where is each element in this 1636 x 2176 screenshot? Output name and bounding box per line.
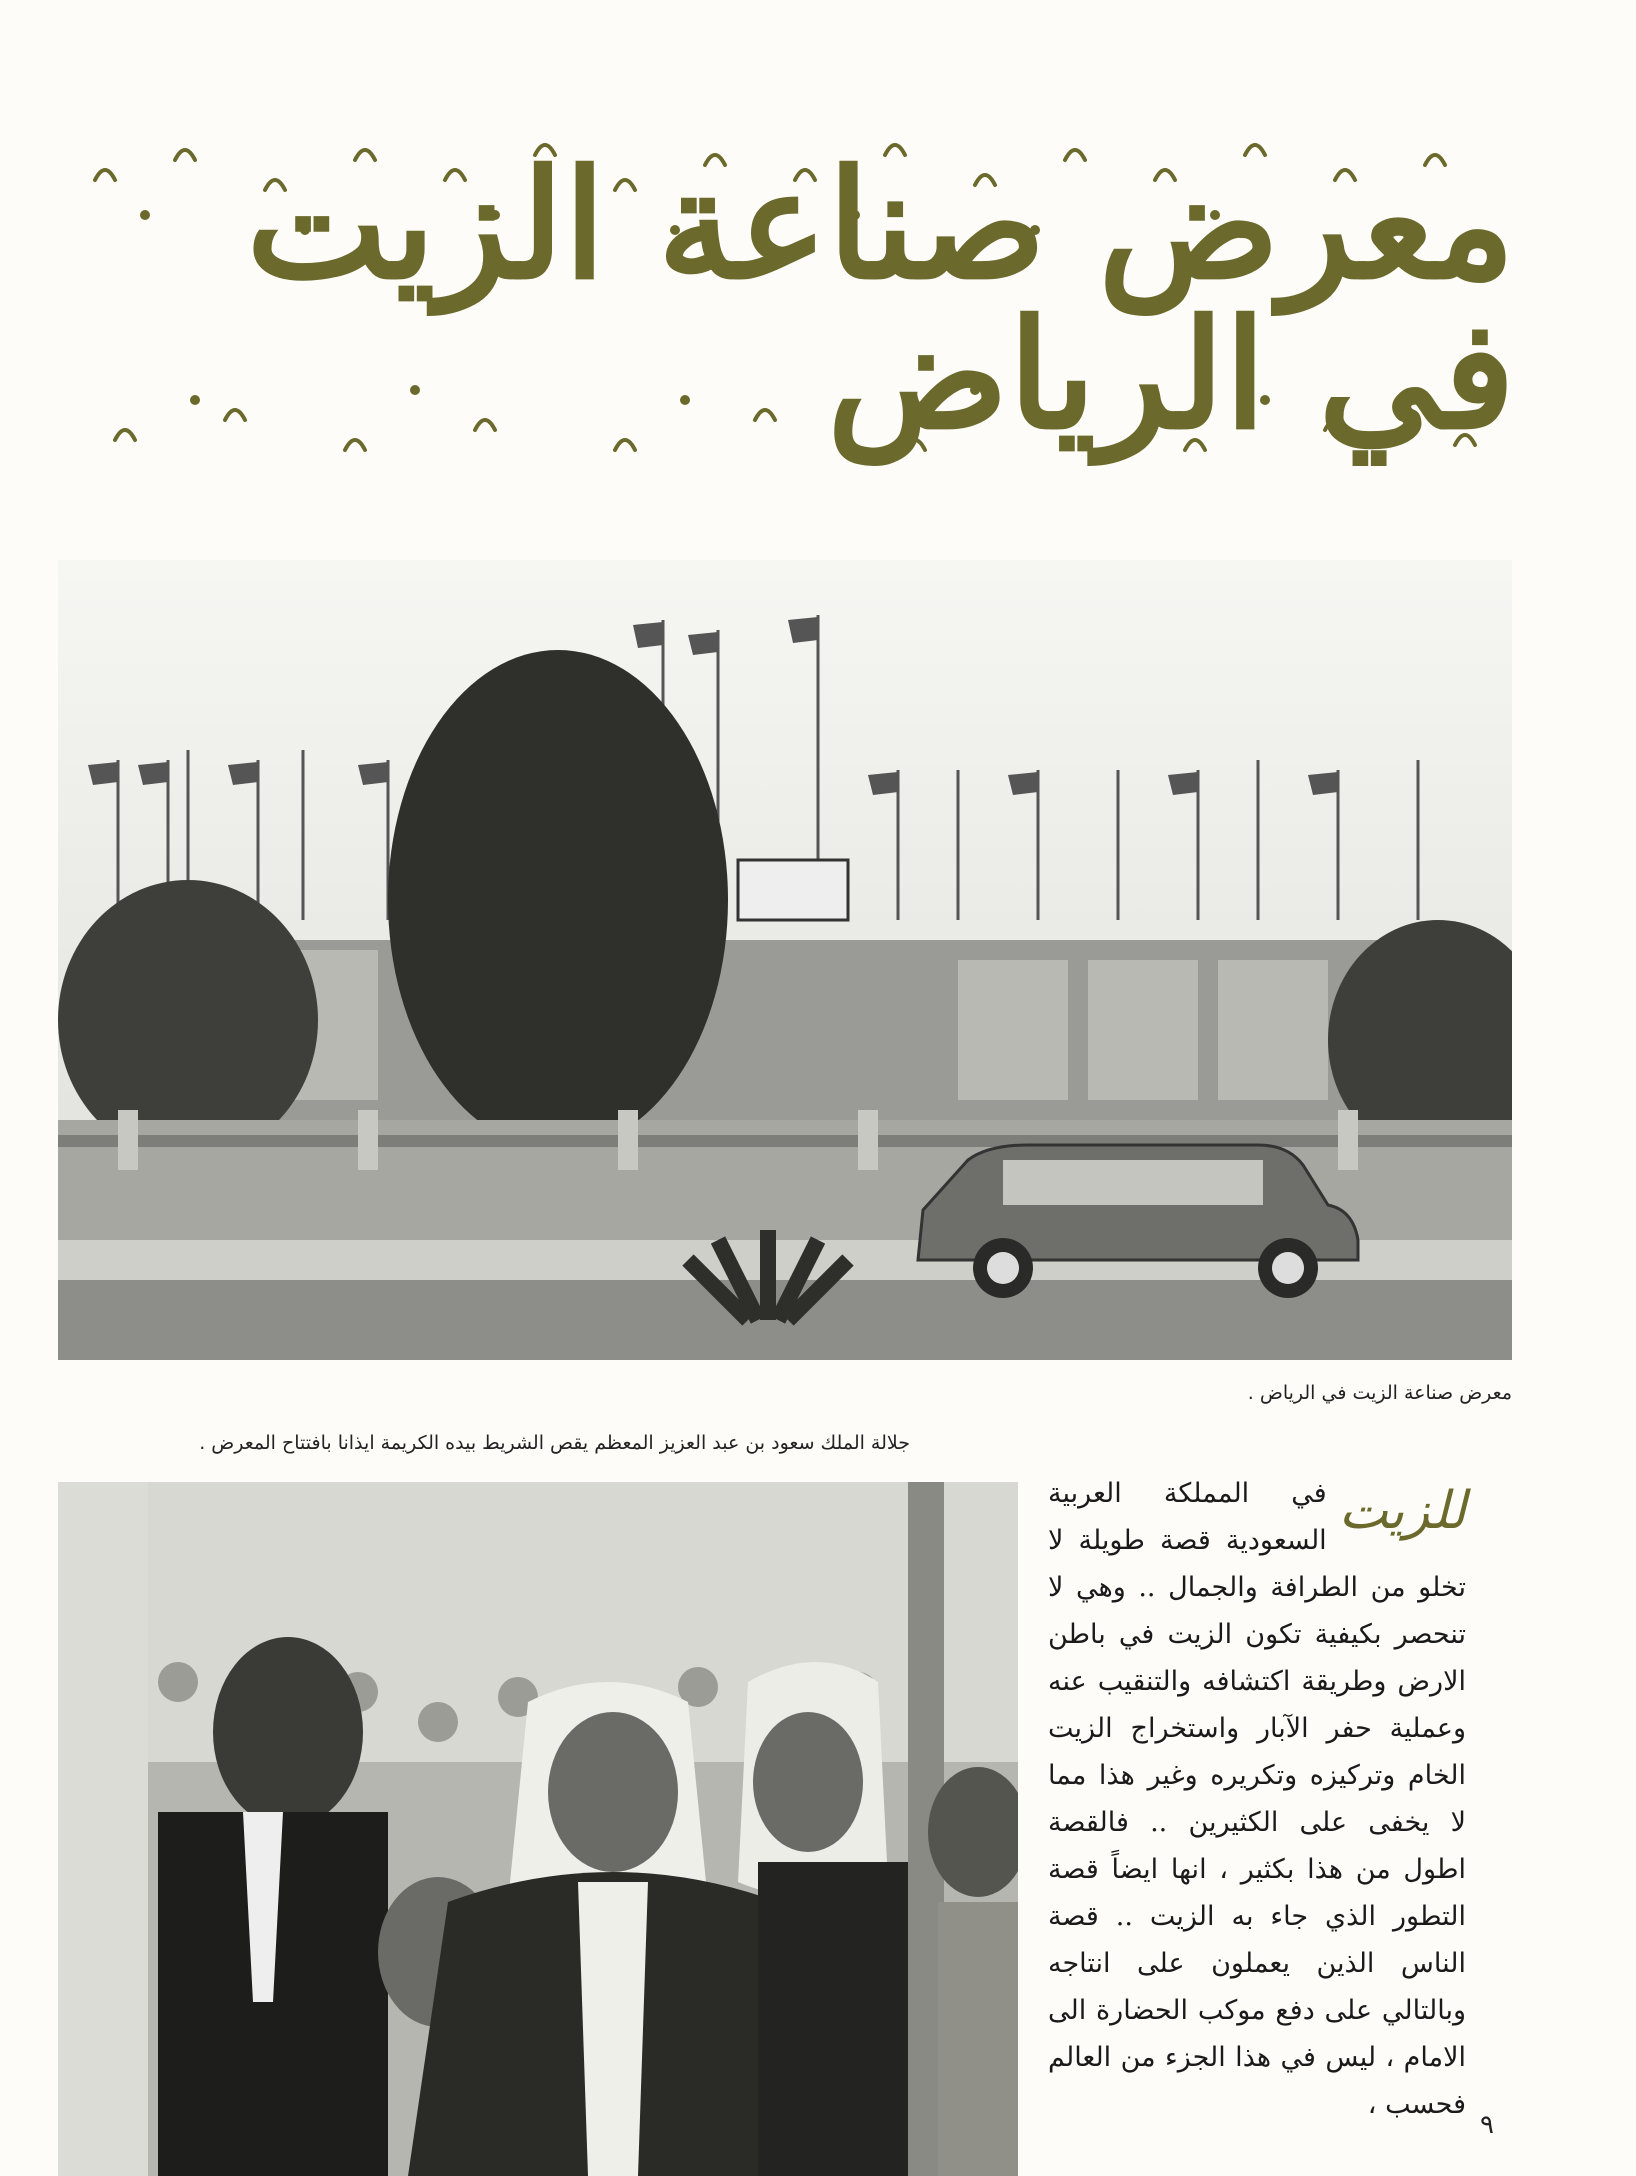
exhibition-photo xyxy=(58,560,1512,1360)
page-title-text: معرض صناعة الزيت في الرياض xyxy=(246,137,1515,463)
article-lead-word: للزيت xyxy=(1338,1481,1466,1541)
ribbon-cutting-photo xyxy=(58,1482,1018,2176)
article-text: في المملكة العربية السعودية قصة طويلة لا تخلو من الطرافة والجمال .. وهي لا تنحصر بكيفية تكون الزيت في باطن الارض وطريقة اكتشافه والتنقيب عنه وعملية حفر الآبار واستخراج الزيت الخام وتركيزه وتكريره وغير هذا مما لا يخفى على الكثيرين .. فالقصة اطول من هذا بكثير ، انها ايضاً قصة التطور الذي جاء به الزيت .. قصة الناس الذين يعملون على انتاجه وبالتالي على دفع موكب الحضارة الى الامام ، ليس في هذا الجزء من العالم فحسب ، xyxy=(1048,1478,1466,2120)
bottom-photo-caption: جلالة الملك سعود بن عبد العزيز المعظم يقص الشريط بيده الكريمة ايذانا بافتتاح المعرض . xyxy=(199,1432,910,1454)
page-title xyxy=(55,120,1515,480)
page-number: ٩ xyxy=(1480,2110,1494,2140)
top-photo-caption: معرض صناعة الزيت في الرياض . xyxy=(1247,1382,1512,1404)
article-body xyxy=(1048,1470,1466,2128)
